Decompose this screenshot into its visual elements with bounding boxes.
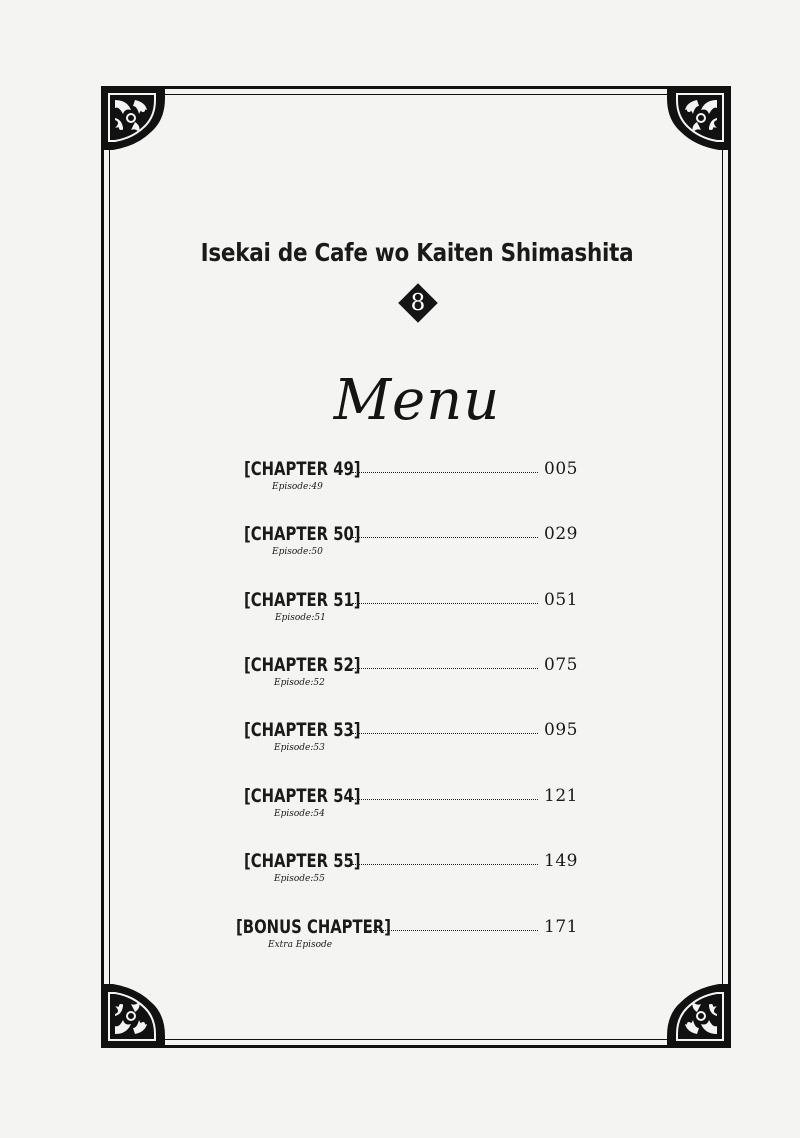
toc-entry[interactable] [0, 523, 800, 563]
toc-entry[interactable] [0, 654, 800, 694]
chapter-label: [CHAPTER 55] [244, 850, 361, 872]
toc-entry[interactable] [0, 719, 800, 759]
dot-leader [352, 603, 538, 604]
toc-entry[interactable] [0, 458, 800, 498]
volume-number: 8 [410, 290, 426, 316]
page-number: 051 [544, 590, 578, 610]
chapter-label: [CHAPTER 51] [244, 589, 361, 611]
volume-badge [398, 283, 438, 323]
episode-label: Episode:52 [274, 678, 325, 688]
page-frame-inner [109, 94, 723, 1040]
toc-entry[interactable] [0, 785, 800, 825]
toc-entry[interactable] [0, 589, 800, 629]
dot-leader [352, 668, 538, 669]
dot-leader [352, 799, 538, 800]
chapter-label: [BONUS CHAPTER] [236, 916, 391, 938]
page-number: 005 [544, 459, 578, 479]
chapter-label: [CHAPTER 52] [244, 654, 361, 676]
dot-leader [352, 864, 538, 865]
chapter-label: [CHAPTER 49] [244, 458, 361, 480]
filigree-corner-icon [667, 86, 731, 150]
filigree-corner-icon [667, 984, 731, 1048]
page-number: 075 [544, 655, 578, 675]
toc-entry[interactable] [0, 850, 800, 890]
filigree-corner-icon [101, 86, 165, 150]
chapter-label: [CHAPTER 54] [244, 785, 361, 807]
toc-entry[interactable] [0, 916, 800, 956]
menu-heading: Menu [333, 368, 501, 433]
episode-label: Episode:53 [274, 743, 325, 753]
episode-label: Episode:50 [272, 547, 323, 557]
dot-leader [370, 930, 538, 931]
dot-leader [352, 472, 538, 473]
filigree-corner-icon [101, 984, 165, 1048]
page-number: 149 [544, 851, 578, 871]
series-title: Isekai de Cafe wo Kaiten Shimashita [200, 238, 634, 267]
dot-leader [352, 537, 538, 538]
chapter-label: [CHAPTER 53] [244, 719, 361, 741]
episode-label: Episode:51 [275, 613, 326, 623]
episode-label: Extra Episode [268, 940, 333, 950]
page-number: 095 [544, 720, 578, 740]
episode-label: Episode:55 [274, 874, 325, 884]
dot-leader [352, 733, 538, 734]
page-number: 121 [544, 786, 578, 806]
page-number: 029 [544, 524, 578, 544]
episode-label: Episode:49 [272, 482, 323, 492]
page-number: 171 [544, 917, 578, 937]
episode-label: Episode:54 [274, 809, 325, 819]
chapter-label: [CHAPTER 50] [244, 523, 361, 545]
